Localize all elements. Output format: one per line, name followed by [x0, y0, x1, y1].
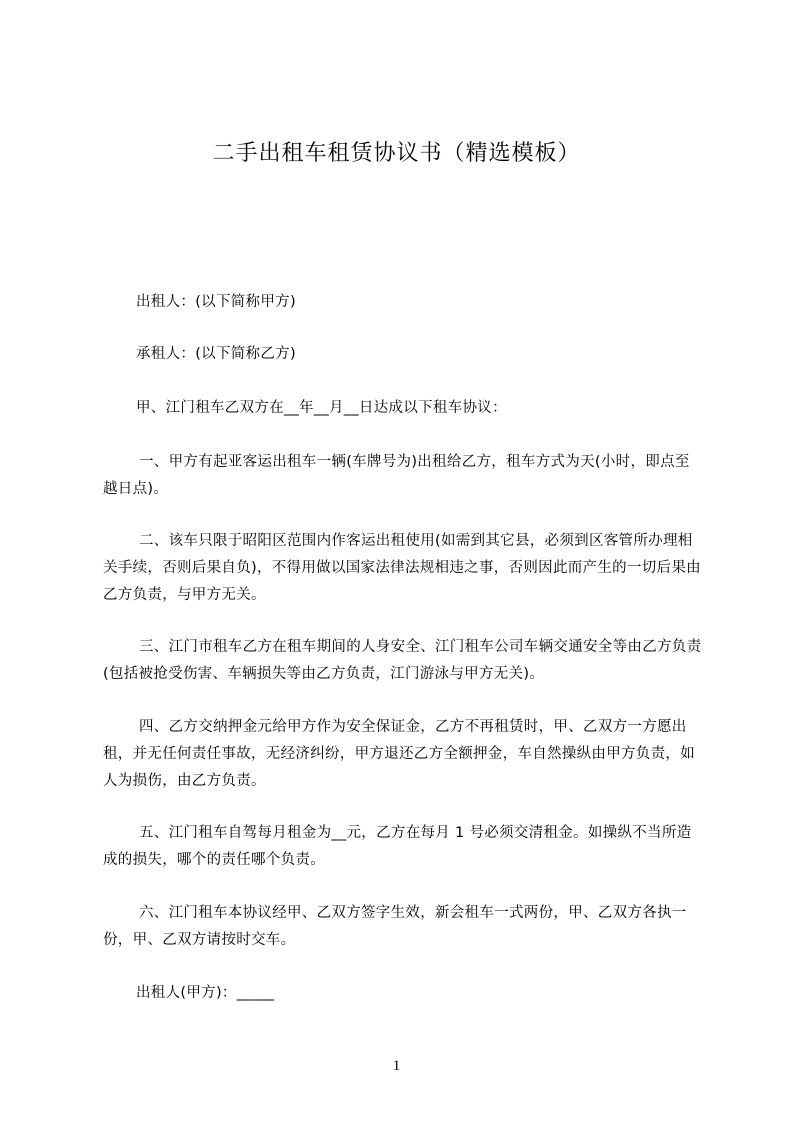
clause-4: 四、乙方交纳押金元给甲方作为安全保证金，乙方不再租赁时，甲、乙双方一方愿出租，并无任何责任事故，无经济纠纷，甲方退还乙方全额押金，车自然操纵由甲方负责，如人为损伤，由乙方负责。 — [103, 719, 695, 789]
signature-line: 出租人(甲方)：_____ — [136, 985, 275, 1001]
document-title: 二手出租车租赁协议书（精选模板） — [212, 141, 581, 166]
page-number: 1 — [392, 1058, 401, 1074]
clause-6: 六、江门租车本协议经甲、乙双方签字生效，新会租车一式两份，甲、乙双方各执一份，甲、乙双方请按时交车。 — [103, 905, 687, 948]
clause-2: 二、该车只限于昭阳区范围内作客运出租使用(如需到其它县，必须到区客管所办理相关手续，否则后果自负)，不得用做以国家法律法规相违之事，否则因此而产生的一切后果由乙方负责，与甲方无关。 — [103, 533, 701, 603]
lessee-line: 承租人：(以下简称乙方) — [136, 346, 296, 362]
clause-1: 一、甲方有起亚客运出租车一辆(车牌号为)出租给乙方，租车方式为天(小时，即点至越日点)。 — [103, 454, 690, 497]
clause-5: 五、江门租车自驾每月租金为__元，乙方在每月 1 号必须交清租金。如操纵不当所造成的损失，哪个的责任哪个负责。 — [103, 825, 692, 868]
clause-3: 三、江门市租车乙方在租车期间的人身安全、江门租车公司车辆交通安全等由乙方负责(包括被抢受伤害、车辆损失等由乙方负责，江门游泳与甲方无关)。 — [103, 639, 702, 682]
intro-line: 甲、江门租车乙双方在__年__月__日达成以下租车协议： — [136, 400, 507, 416]
lessor-line: 出租人：(以下简称甲方) — [136, 294, 296, 310]
